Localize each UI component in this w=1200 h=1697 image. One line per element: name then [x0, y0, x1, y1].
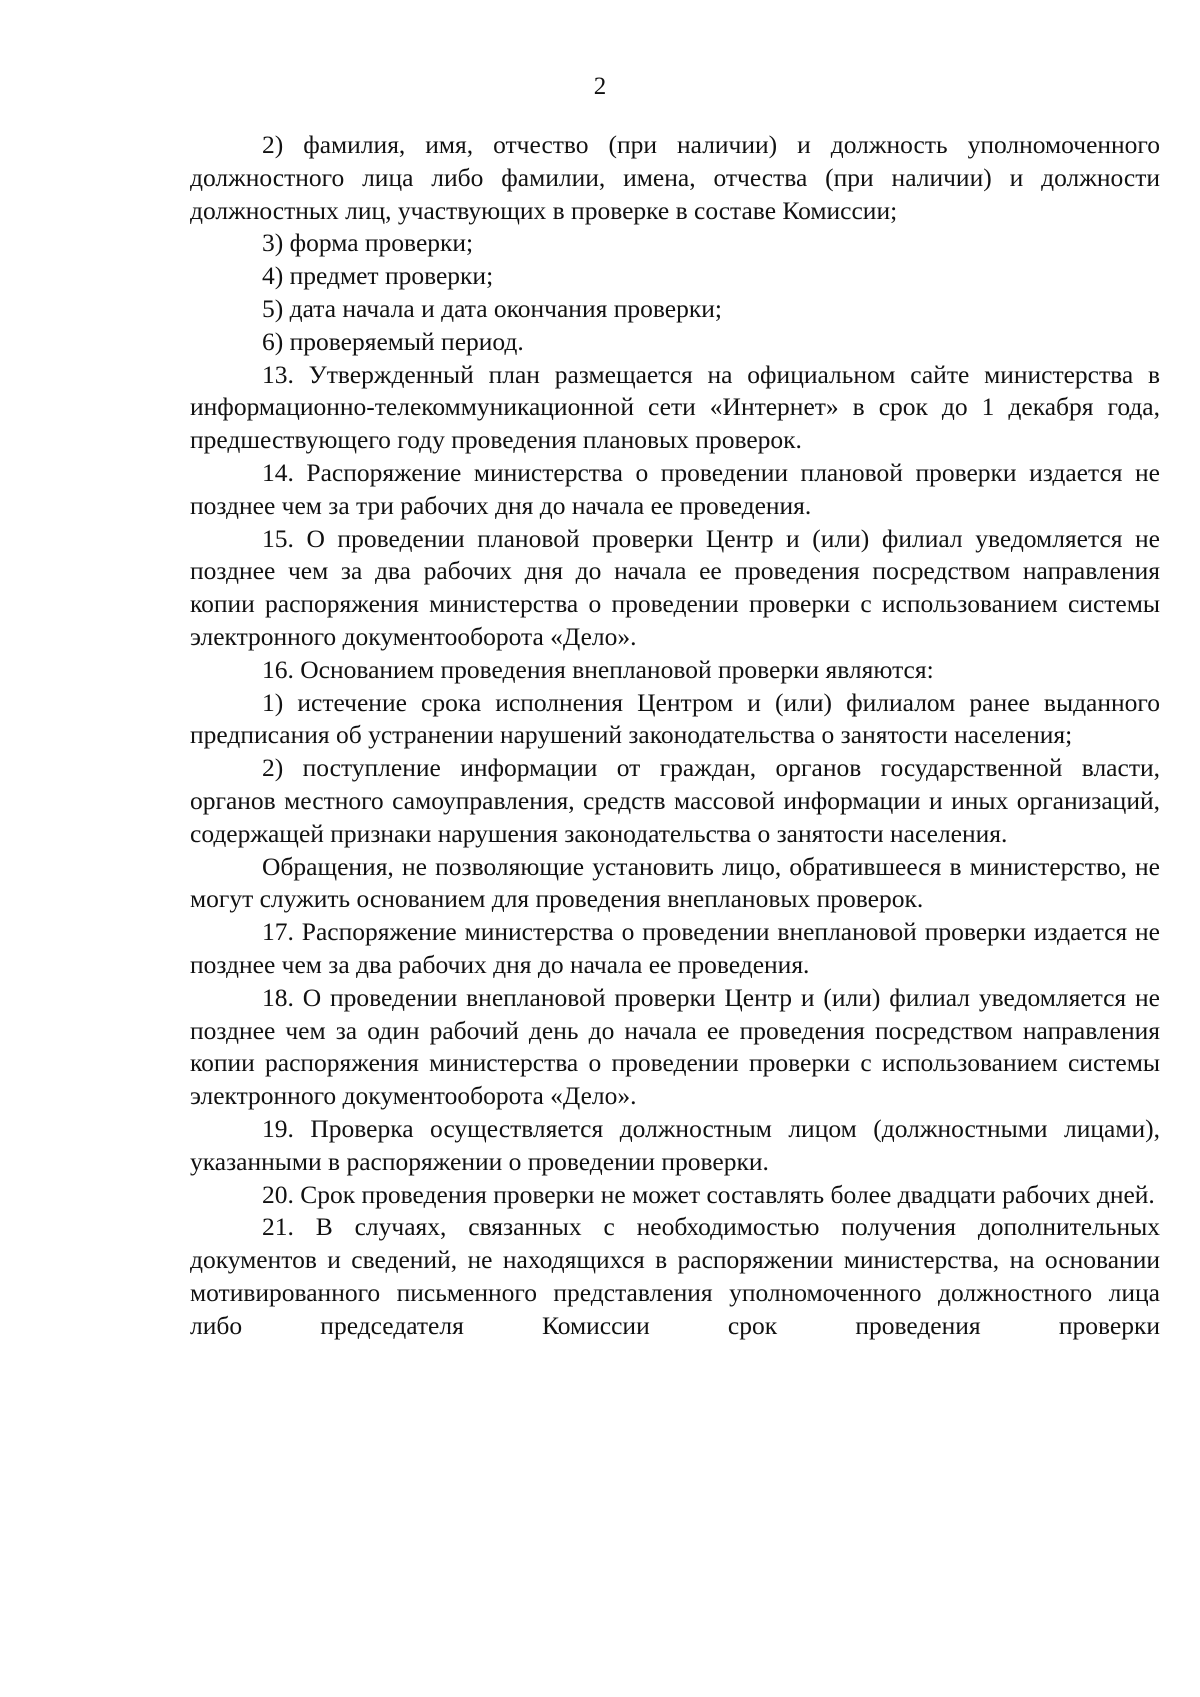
- paragraph-21: 21. В случаях, связанных с необходимостью получения дополнительных документов и сведений, не находящихся в распоряжении министерства, на основании мотивированного письменного представления уполномоченного должностного лица либо председателя Комиссии срок проведения проверки: [190, 1212, 1160, 1340]
- page-number: 2: [593, 73, 607, 100]
- paragraph-16-item-2: 2) поступление информации от граждан, органов государственной власти, органов местного самоуправления, средств массовой информации и иных организаций, содержащей признаки нарушения законодательства о занятости населения.: [190, 753, 1160, 848]
- paragraph-item-3: 3) форма проверки;: [262, 228, 474, 258]
- paragraph-17: 17. Распоряжение министерства о проведении внеплановой проверки издается не позднее чем за два рабочих дня до начала ее проведения.: [190, 917, 1160, 979]
- paragraph-20: 20. Срок проведения проверки не может составлять более двадцати рабочих дней.: [262, 1179, 1155, 1209]
- paragraph-16-item-1: 1) истечение срока исполнения Центром и (или) филиалом ранее выданного предписания об устранении нарушений законодательства о занятости населения;: [190, 687, 1160, 750]
- paragraph-item-5: 5) дата начала и дата окончания проверки;: [262, 293, 722, 323]
- paragraph-14: 14. Распоряжение министерства о проведении плановой проверки издается не позднее чем за три рабочих дня до начала ее проведения.: [190, 457, 1160, 520]
- paragraph-18: 18. О проведении внеплановой проверки Центр и (или) филиал уведомляется не позднее чем за один рабочий день до начала ее проведения посредством направления копии распоряжения министерства о проведении проверки с использованием системы электронного документооборота «Дело».: [190, 982, 1160, 1111]
- paragraph-item-6: 6) проверяемый период.: [262, 326, 524, 356]
- paragraph-15: 15. О проведении плановой проверки Центр и (или) филиал уведомляется не позднее чем за два рабочих дня до начала ее проведения посредством направления копии распоряжения министерства о проведении проверки с использованием системы электронного документооборота «Дело».: [190, 523, 1160, 651]
- paragraph-16: 16. Основанием проведения внеплановой проверки являются:: [262, 654, 934, 684]
- document-body: [190, 129, 1160, 1342]
- paragraph-item-2: 2) фамилия, имя, отчество (при наличии) и должность уполномоченного должностного лица либо фамилии, имена, отчества (при наличии) и должности должностных лиц, участвующих в проверке в составе Комиссии;: [190, 130, 1160, 225]
- paragraph-item-4: 4) предмет проверки;: [262, 261, 494, 291]
- paragraph-13: 13. Утвержденный план размещается на официальном сайте министерства в информационно-телекоммуникационной сети «Интернет» в срок до 1 декабря года, предшествующего году проведения плановых проверок.: [190, 359, 1160, 455]
- paragraph-19: 19. Проверка осуществляется должностным лицом (должностными лицами), указанными в распоряжении о проведении проверки.: [190, 1113, 1160, 1176]
- paragraph-appeals-note: Обращения, не позволяющие установить лицо, обратившееся в министерство, не могут служить основанием для проведения внеплановых проверок.: [190, 851, 1160, 914]
